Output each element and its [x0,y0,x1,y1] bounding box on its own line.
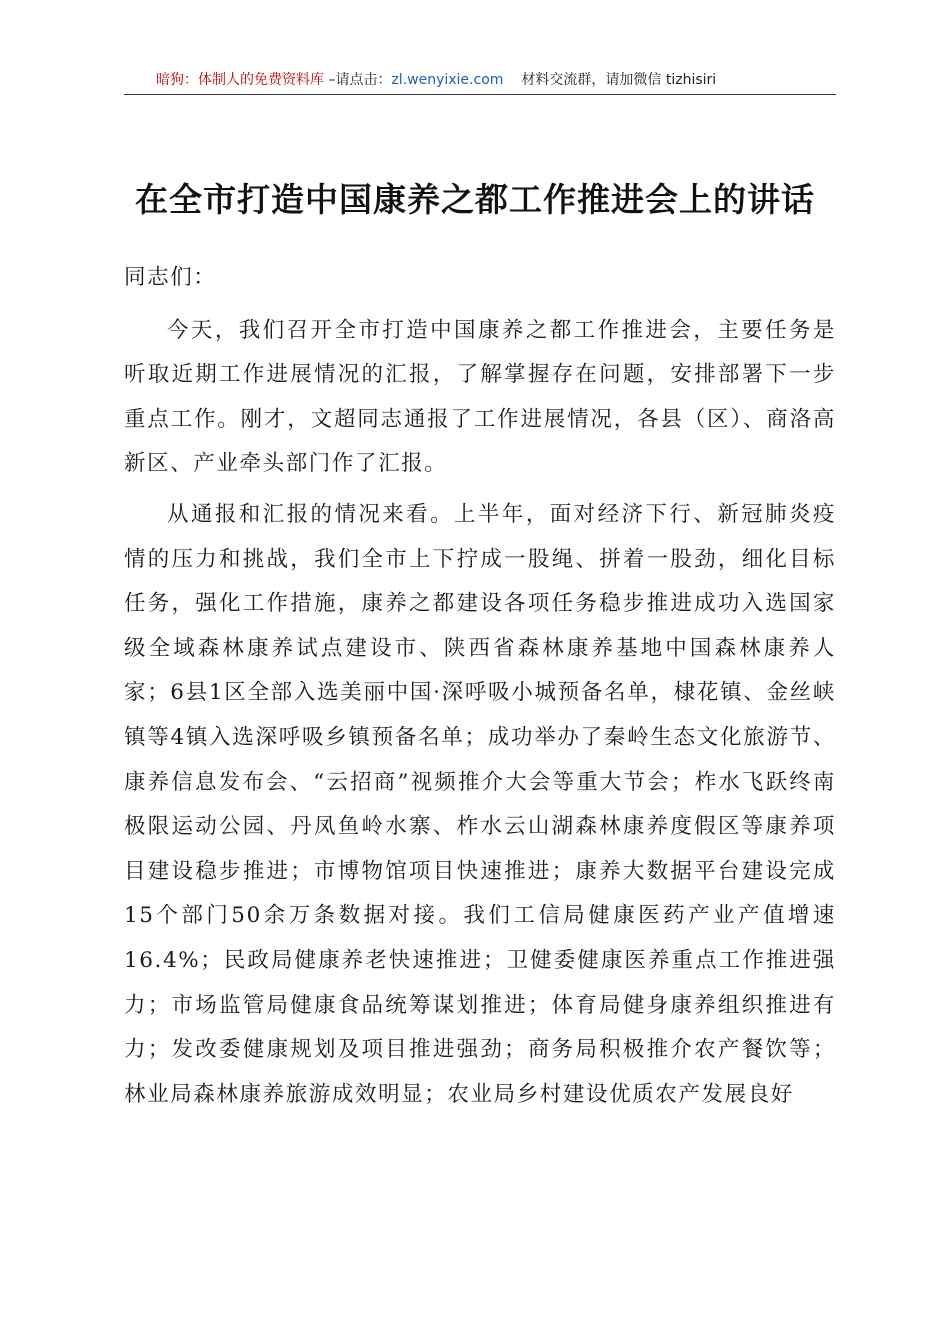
salutation: 同志们： [124,265,217,290]
paragraph: 从通报和汇报的情况来看。上半年，面对经济下行、新冠肺炎疫情的压力和挑战，我们全市上下拧成一股绳、拼着一股劲，细化目标任务，强化工作措施，康养之都建设各项任务稳步推进成功入选国家级全域森林康养试点建设市、陕西省森林康养基地中国森林康养人家；6县1区全部入选美丽中国·深呼吸小城预备名单，棣花镇、金丝峡镇等4镇入选深呼吸乡镇预备名单；成功举办了秦岭生态文化旅游节、康养信息发布会、“云招商”视频推介大会等重大节会；柞水飞跃终南极限运动公园、丹凤鱼岭水寨、柞水云山湖森林康养度假区等康养项目建设稳步推进；市博物馆项目快速推进；康养大数据平台建设完成15个部门50余万条数据对接。我们工信局健康医药产业产值增速16.4%；民政局健康养老快速推进；卫健委健康医养重点工作推进强力；市场监管局健康食品统筹谋划推进；体育局健身康养组织推进有力；发改委健康规划及项目推进强劲；商务局积极推介农产餐饮等；林业局森林康养旅游成效明显；农业局乡村建设优质农产发展良好 [124,501,836,1107]
header-link-prompt: –请点击： [324,72,392,88]
document-title: 在全市打造中国康养之都工作推进会上的讲话 [135,180,815,219]
header-brand: 暗狗：体制人的免费资料库 [156,72,324,88]
header-contact: 材料交流群，请加微信 tizhisiri [521,72,717,88]
document-body [124,256,836,1117]
header-text-line [156,70,716,90]
paragraph: 今天，我们召开全市打造中国康养之都工作推进会，主要任务是听取近期工作进展情况的汇报，了解掌握存在问题，安排部署下一步重点工作。刚才，文超同志通报了工作进展情况，各县（区）、商洛高新区、产业牵头部门作了汇报。 [124,317,836,477]
page-header [124,70,836,95]
header-link[interactable]: zl.wenyixie.com [391,72,504,88]
